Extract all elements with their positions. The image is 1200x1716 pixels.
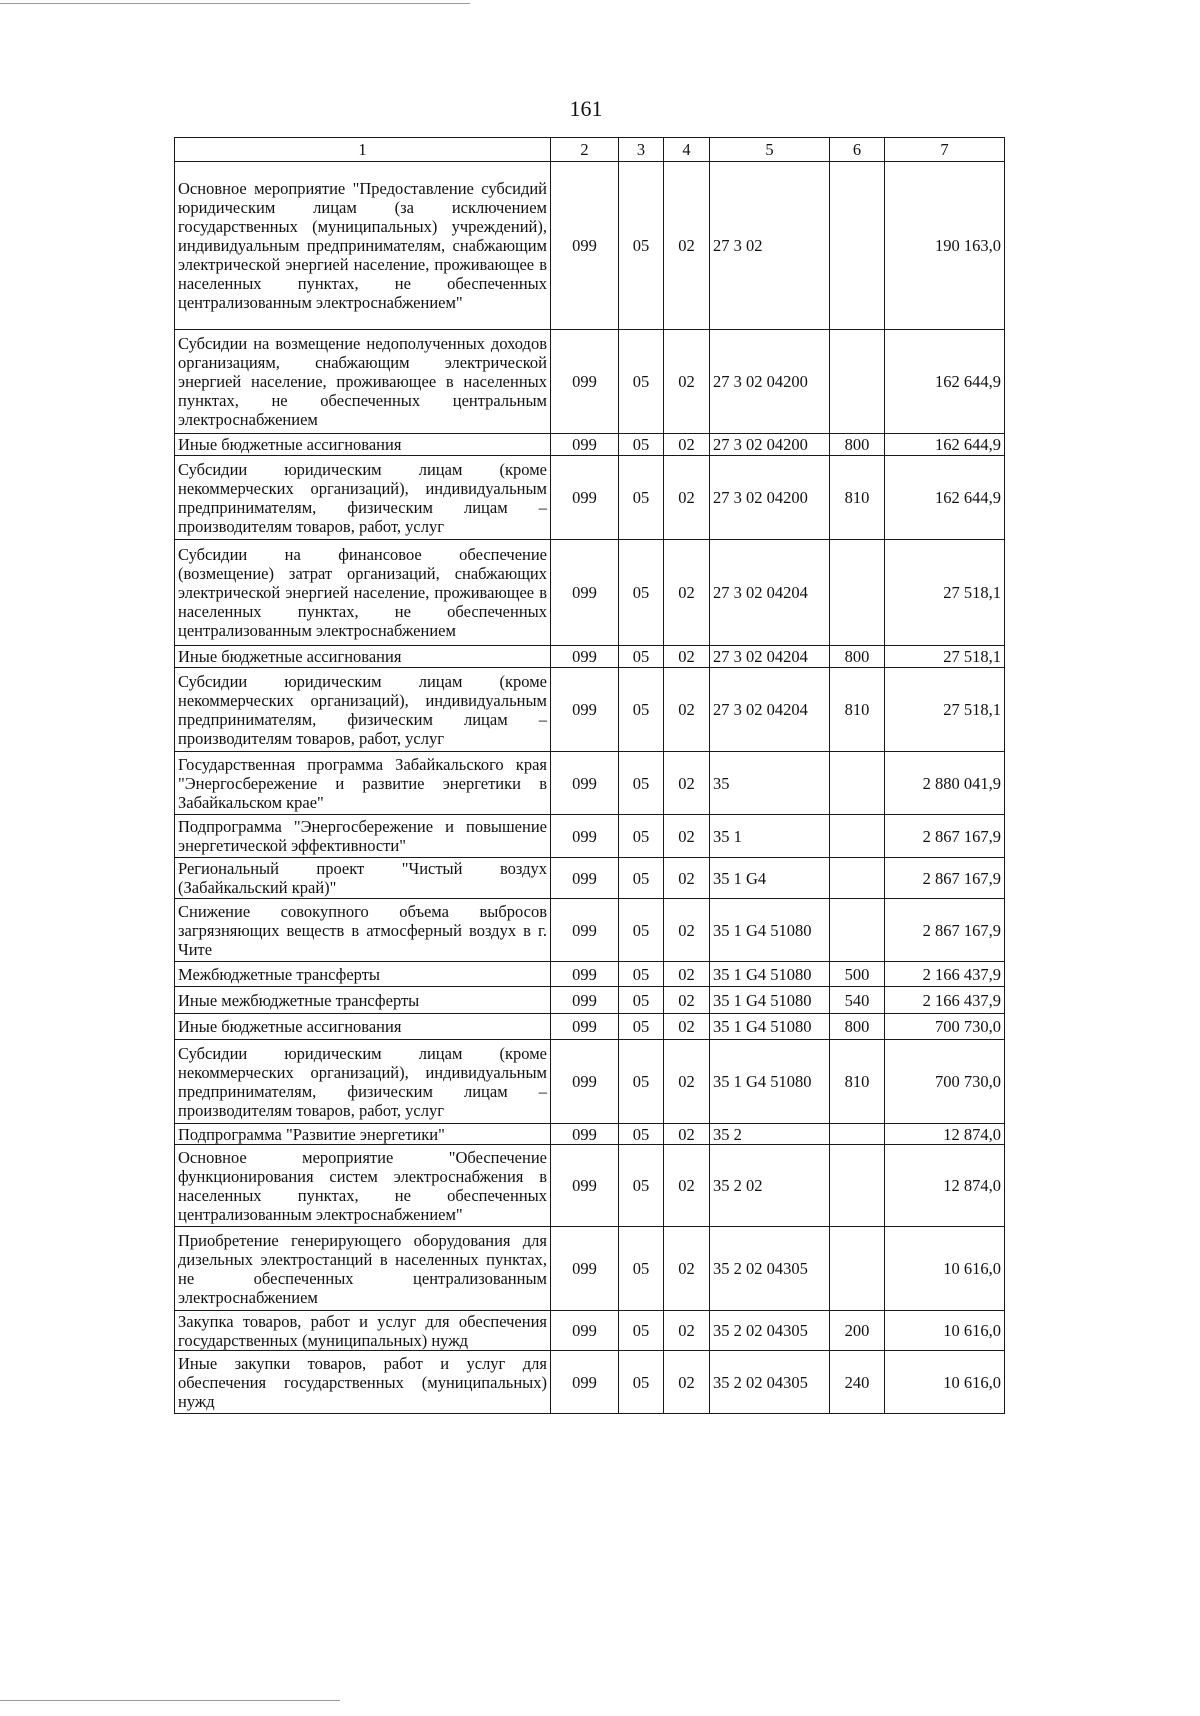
- target-article-cell: 35 1 G4: [710, 858, 830, 899]
- ministry-code-cell: 099: [551, 434, 619, 456]
- section-code-cell: 05: [619, 668, 664, 752]
- expense-type-cell: 200: [830, 1311, 885, 1351]
- amount-cell: 2 166 437,9: [885, 962, 1005, 987]
- column-header-section: 3: [619, 138, 664, 162]
- amount-cell: 190 163,0: [885, 162, 1005, 330]
- ministry-code-cell: 099: [551, 1351, 619, 1414]
- section-code-cell: 05: [619, 646, 664, 668]
- row-name-cell: Основное мероприятие "Обеспечение функционирования систем электроснабжения в населенных пунктах, не обеспеченных централизованным электроснабжением": [175, 1145, 551, 1227]
- subsection-code-cell: 02: [664, 1124, 710, 1145]
- section-code-cell: 05: [619, 1145, 664, 1227]
- target-article-cell: 35 2 02: [710, 1145, 830, 1227]
- expense-type-cell: [830, 815, 885, 858]
- subsection-code-cell: 02: [664, 899, 710, 962]
- amount-cell: 162 644,9: [885, 434, 1005, 456]
- target-article-cell: 27 3 02 04200: [710, 456, 830, 540]
- row-name-cell: Региональный проект "Чистый воздух (Забайкальский край)": [175, 858, 551, 899]
- expense-type-cell: [830, 1145, 885, 1227]
- section-code-cell: 05: [619, 434, 664, 456]
- column-header-ministry: 2: [551, 138, 619, 162]
- expense-type-cell: 810: [830, 456, 885, 540]
- table-row: [175, 815, 1005, 858]
- target-article-cell: 27 3 02 04200: [710, 330, 830, 434]
- section-code-cell: 05: [619, 1351, 664, 1414]
- subsection-code-cell: 02: [664, 162, 710, 330]
- expense-type-cell: [830, 752, 885, 815]
- table-row: [175, 1040, 1005, 1124]
- row-name-cell: Субсидии юридическим лицам (кроме некоммерческих организаций), индивидуальным предпринимателям, физическим лицам – производителям товаров, работ, услуг: [175, 1040, 551, 1124]
- table-row: [175, 668, 1005, 752]
- subsection-code-cell: 02: [664, 646, 710, 668]
- target-article-cell: 35 1 G4 51080: [710, 1014, 830, 1040]
- expense-type-cell: 800: [830, 646, 885, 668]
- expense-type-cell: [830, 1227, 885, 1311]
- table-row: [175, 434, 1005, 456]
- section-code-cell: 05: [619, 899, 664, 962]
- amount-cell: 2 880 041,9: [885, 752, 1005, 815]
- row-name-cell: Подпрограмма "Энергосбережение и повышение энергетической эффективности": [175, 815, 551, 858]
- ministry-code-cell: 099: [551, 668, 619, 752]
- ministry-code-cell: 099: [551, 899, 619, 962]
- expense-type-cell: [830, 1124, 885, 1145]
- row-name-cell: Приобретение генерирующего оборудования для дизельных электростанций в населенных пунктах, не обеспеченных централизованным электроснабжением: [175, 1227, 551, 1311]
- expense-type-cell: 810: [830, 668, 885, 752]
- ministry-code-cell: 099: [551, 1040, 619, 1124]
- amount-cell: 27 518,1: [885, 646, 1005, 668]
- table-row: [175, 456, 1005, 540]
- target-article-cell: 27 3 02 04204: [710, 540, 830, 646]
- amount-cell: 2 867 167,9: [885, 858, 1005, 899]
- section-code-cell: 05: [619, 1124, 664, 1145]
- target-article-cell: 27 3 02 04204: [710, 646, 830, 668]
- ministry-code-cell: 099: [551, 815, 619, 858]
- ministry-code-cell: 099: [551, 1311, 619, 1351]
- ministry-code-cell: 099: [551, 1014, 619, 1040]
- subsection-code-cell: 02: [664, 1014, 710, 1040]
- amount-cell: 27 518,1: [885, 540, 1005, 646]
- ministry-code-cell: 099: [551, 1227, 619, 1311]
- ministry-code-cell: 099: [551, 1145, 619, 1227]
- section-code-cell: 05: [619, 858, 664, 899]
- table-row: [175, 162, 1005, 330]
- subsection-code-cell: 02: [664, 1227, 710, 1311]
- target-article-cell: 35 2 02 04305: [710, 1311, 830, 1351]
- expense-type-cell: [830, 858, 885, 899]
- column-header-target-article: 5: [710, 138, 830, 162]
- ministry-code-cell: 099: [551, 962, 619, 987]
- subsection-code-cell: 02: [664, 1145, 710, 1227]
- table-row: [175, 899, 1005, 962]
- expense-type-cell: 800: [830, 434, 885, 456]
- row-name-cell: Снижение совокупного объема выбросов загрязняющих веществ в атмосферный воздух в г. Чите: [175, 899, 551, 962]
- expense-type-cell: [830, 330, 885, 434]
- target-article-cell: 27 3 02 04200: [710, 434, 830, 456]
- amount-cell: 2 867 167,9: [885, 899, 1005, 962]
- section-code-cell: 05: [619, 1227, 664, 1311]
- amount-cell: 162 644,9: [885, 456, 1005, 540]
- table-row: [175, 1124, 1005, 1145]
- column-header-subsection: 4: [664, 138, 710, 162]
- expense-type-cell: [830, 540, 885, 646]
- target-article-cell: 35 2 02 04305: [710, 1351, 830, 1414]
- target-article-cell: 27 3 02: [710, 162, 830, 330]
- subsection-code-cell: 02: [664, 815, 710, 858]
- budget-table: [174, 137, 1005, 1414]
- target-article-cell: 27 3 02 04204: [710, 668, 830, 752]
- expense-type-cell: [830, 162, 885, 330]
- table-row: [175, 1311, 1005, 1351]
- row-name-cell: Иные межбюджетные трансферты: [175, 987, 551, 1014]
- ministry-code-cell: 099: [551, 646, 619, 668]
- row-name-cell: Иные бюджетные ассигнования: [175, 1014, 551, 1040]
- amount-cell: 12 874,0: [885, 1145, 1005, 1227]
- ministry-code-cell: 099: [551, 987, 619, 1014]
- column-header-name: 1: [175, 138, 551, 162]
- subsection-code-cell: 02: [664, 1311, 710, 1351]
- section-code-cell: 05: [619, 815, 664, 858]
- ministry-code-cell: 099: [551, 1124, 619, 1145]
- target-article-cell: 35 1 G4 51080: [710, 987, 830, 1014]
- page-number: 161: [569, 96, 603, 121]
- section-code-cell: 05: [619, 1311, 664, 1351]
- amount-cell: 162 644,9: [885, 330, 1005, 434]
- expense-type-cell: 240: [830, 1351, 885, 1414]
- table-row: [175, 1351, 1005, 1414]
- expense-type-cell: 800: [830, 1014, 885, 1040]
- table-row: [175, 962, 1005, 987]
- scan-edge-bottom: [0, 1700, 340, 1701]
- table-row: [175, 646, 1005, 668]
- subsection-code-cell: 02: [664, 668, 710, 752]
- section-code-cell: 05: [619, 752, 664, 815]
- table-header-row: [175, 138, 1005, 162]
- row-name-cell: Субсидии на финансовое обеспечение (возмещение) затрат организаций, снабжающих электрической энергией население, проживающее в населенных пунктах, не обеспеченных централизованным электроснабжением: [175, 540, 551, 646]
- expense-type-cell: 540: [830, 987, 885, 1014]
- target-article-cell: 35: [710, 752, 830, 815]
- amount-cell: 12 874,0: [885, 1124, 1005, 1145]
- table-row: [175, 858, 1005, 899]
- section-code-cell: 05: [619, 1040, 664, 1124]
- row-name-cell: Закупка товаров, работ и услуг для обеспечения государственных (муниципальных) нужд: [175, 1311, 551, 1351]
- expense-type-cell: 810: [830, 1040, 885, 1124]
- ministry-code-cell: 099: [551, 330, 619, 434]
- target-article-cell: 35 2: [710, 1124, 830, 1145]
- amount-cell: 10 616,0: [885, 1227, 1005, 1311]
- ministry-code-cell: 099: [551, 162, 619, 330]
- row-name-cell: Иные бюджетные ассигнования: [175, 434, 551, 456]
- section-code-cell: 05: [619, 1014, 664, 1040]
- ministry-code-cell: 099: [551, 752, 619, 815]
- table-row: [175, 330, 1005, 434]
- section-code-cell: 05: [619, 456, 664, 540]
- subsection-code-cell: 02: [664, 1040, 710, 1124]
- row-name-cell: Субсидии на возмещение недополученных доходов организациям, снабжающим электрической энергией население, проживающее в населенных пунктах, не обеспеченных центральным электроснабжением: [175, 330, 551, 434]
- section-code-cell: 05: [619, 162, 664, 330]
- table-row: [175, 752, 1005, 815]
- subsection-code-cell: 02: [664, 456, 710, 540]
- amount-cell: 27 518,1: [885, 668, 1005, 752]
- row-name-cell: Субсидии юридическим лицам (кроме некоммерческих организаций), индивидуальным предпринимателям, физическим лицам – производителям товаров, работ, услуг: [175, 456, 551, 540]
- row-name-cell: Государственная программа Забайкальского края "Энергосбережение и развитие энергетики в Забайкальском крае": [175, 752, 551, 815]
- subsection-code-cell: 02: [664, 330, 710, 434]
- ministry-code-cell: 099: [551, 456, 619, 540]
- target-article-cell: 35 1 G4 51080: [710, 962, 830, 987]
- table-row: [175, 540, 1005, 646]
- row-name-cell: Подпрограмма "Развитие энергетики": [175, 1124, 551, 1145]
- amount-cell: 10 616,0: [885, 1351, 1005, 1414]
- scan-edge-top: [0, 3, 470, 4]
- amount-cell: 700 730,0: [885, 1014, 1005, 1040]
- table-row: [175, 1145, 1005, 1227]
- expense-type-cell: 500: [830, 962, 885, 987]
- row-name-cell: Основное мероприятие "Предоставление субсидий юридическим лицам (за исключением государственных (муниципальных) учреждений), индивидуальным предпринимателям, снабжающим электрической энергией население, проживающее в населенных пунктах, не обеспеченных централизованным электроснабжением": [175, 162, 551, 330]
- ministry-code-cell: 099: [551, 540, 619, 646]
- table-row: [175, 987, 1005, 1014]
- section-code-cell: 05: [619, 987, 664, 1014]
- subsection-code-cell: 02: [664, 962, 710, 987]
- target-article-cell: 35 1 G4 51080: [710, 899, 830, 962]
- section-code-cell: 05: [619, 540, 664, 646]
- ministry-code-cell: 099: [551, 858, 619, 899]
- amount-cell: 2 166 437,9: [885, 987, 1005, 1014]
- row-name-cell: Иные закупки товаров, работ и услуг для обеспечения государственных (муниципальных) нужд: [175, 1351, 551, 1414]
- column-header-amount: 7: [885, 138, 1005, 162]
- target-article-cell: 35 2 02 04305: [710, 1227, 830, 1311]
- subsection-code-cell: 02: [664, 1351, 710, 1414]
- amount-cell: 700 730,0: [885, 1040, 1005, 1124]
- section-code-cell: 05: [619, 962, 664, 987]
- subsection-code-cell: 02: [664, 752, 710, 815]
- subsection-code-cell: 02: [664, 540, 710, 646]
- expense-type-cell: [830, 899, 885, 962]
- table-row: [175, 1014, 1005, 1040]
- section-code-cell: 05: [619, 330, 664, 434]
- target-article-cell: 35 1 G4 51080: [710, 1040, 830, 1124]
- row-name-cell: Иные бюджетные ассигнования: [175, 646, 551, 668]
- column-header-expense-type: 6: [830, 138, 885, 162]
- subsection-code-cell: 02: [664, 434, 710, 456]
- target-article-cell: 35 1: [710, 815, 830, 858]
- subsection-code-cell: 02: [664, 858, 710, 899]
- amount-cell: 2 867 167,9: [885, 815, 1005, 858]
- row-name-cell: Субсидии юридическим лицам (кроме некоммерческих организаций), индивидуальным предпринимателям, физическим лицам – производителям товаров, работ, услуг: [175, 668, 551, 752]
- amount-cell: 10 616,0: [885, 1311, 1005, 1351]
- table-row: [175, 1227, 1005, 1311]
- row-name-cell: Межбюджетные трансферты: [175, 962, 551, 987]
- subsection-code-cell: 02: [664, 987, 710, 1014]
